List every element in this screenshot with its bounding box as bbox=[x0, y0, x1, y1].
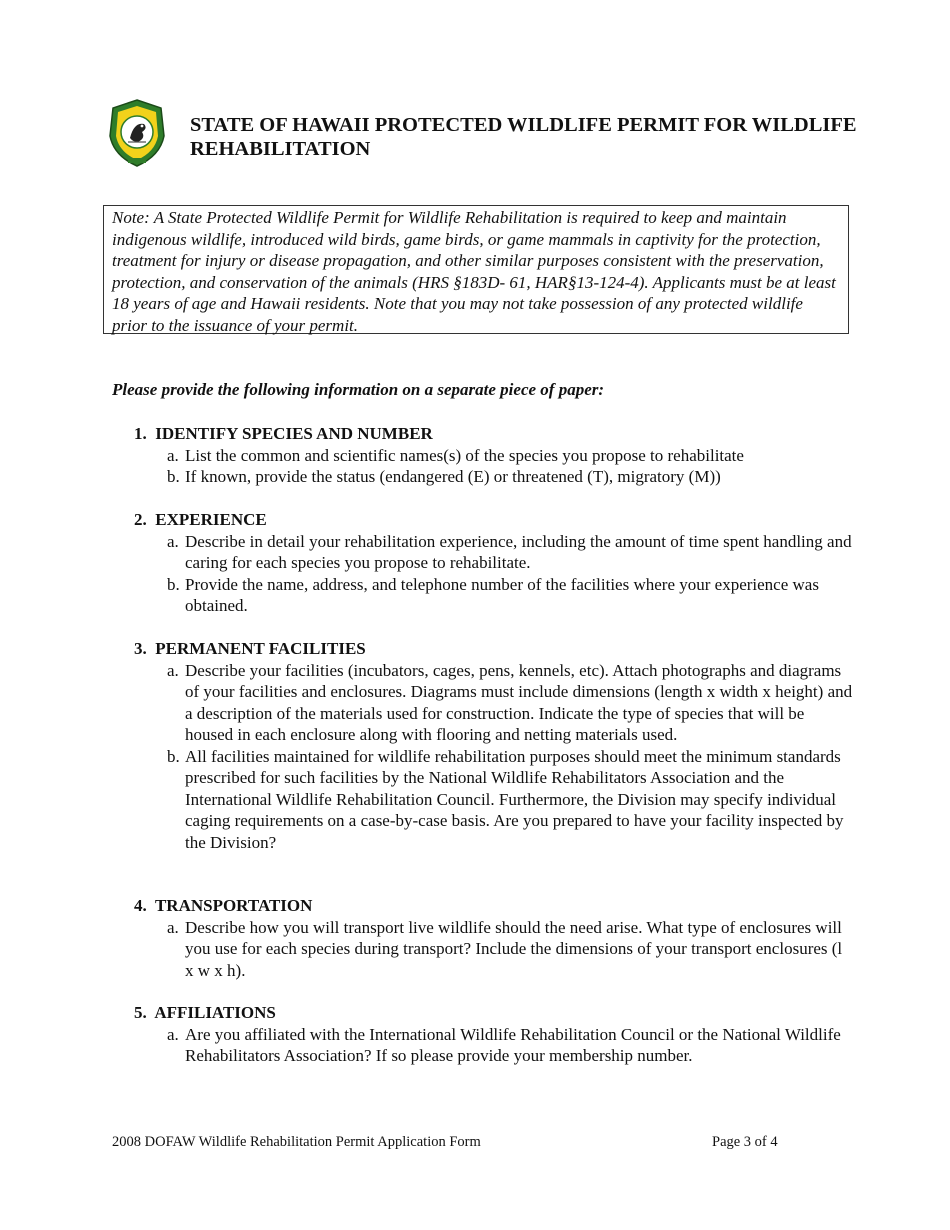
page-title: STATE OF HAWAII PROTECTED WILDLIFE PERMIT FOR WILDLIFE REHABILITATION bbox=[190, 114, 857, 160]
list-item bbox=[167, 466, 854, 488]
item-text: Describe in detail your rehabilitation experience, including the amount of time spent handling and caring for each species you propose to rehabilitate. bbox=[185, 531, 852, 572]
list-item bbox=[167, 445, 854, 467]
footer-page-number: Page 3 of 4 bbox=[712, 1134, 778, 1150]
section-heading bbox=[134, 1002, 854, 1024]
list-item bbox=[167, 746, 854, 854]
section-number: 2. bbox=[134, 510, 147, 529]
section-number: 4. bbox=[134, 896, 147, 915]
list-item bbox=[167, 1024, 854, 1067]
section-title: IDENTIFY SPECIES AND NUMBER bbox=[155, 424, 433, 443]
section-title: TRANSPORTATION bbox=[154, 896, 313, 915]
section-species bbox=[134, 423, 854, 488]
list-item bbox=[167, 917, 854, 982]
section-heading bbox=[134, 638, 854, 660]
item-text: If known, provide the status (endangered (E) or threatened (T), migratory (M)) bbox=[185, 467, 721, 486]
footer-form-name: 2008 DOFAW Wildlife Rehabilitation Permit Application Form bbox=[112, 1134, 481, 1150]
list-item bbox=[167, 574, 854, 617]
instruction-text: Please provide the following information on a separate piece of paper: bbox=[112, 380, 605, 399]
section-title: EXPERIENCE bbox=[155, 510, 267, 529]
section-heading bbox=[134, 895, 854, 917]
section-number: 1. bbox=[134, 424, 147, 443]
note-box bbox=[103, 205, 849, 334]
section-heading bbox=[134, 509, 854, 531]
item-marker: b. bbox=[167, 746, 180, 766]
item-text: Describe your facilities (incubators, cages, pens, kennels, etc). Attach photographs and diagrams of your facilities and enclosures. Diagrams must include dimensions (length x width x height) and a description of the materials used for construction. Indicate the type of species that will be housed in each enclosure along with flooring and netting materials used. bbox=[185, 660, 853, 744]
note-text: Note: A State Protected Wildlife Permit for Wildlife Rehabilitation is required to keep and maintain indigenous wildlife, introduced wild birds, game birds, or game mammals in captivity for the protection, treatment for injury or disease propagation, and other similar purposes consistent with the preservation, protection, and conservation of the animals (HRS §183D- 61, HAR§13-124-4). Applicants must be at least 18 years of age and Hawaii residents. Note that you may not take possession of any protected wildlife prior to the issuance of your permit. bbox=[112, 208, 836, 335]
item-marker: a. bbox=[167, 660, 179, 680]
list-item bbox=[167, 531, 854, 574]
item-text: List the common and scientific names(s) of the species you propose to rehabilitate bbox=[185, 445, 744, 465]
section-number: 3. bbox=[134, 639, 147, 658]
section-transportation bbox=[134, 895, 854, 981]
section-title: PERMANENT FACILITIES bbox=[155, 639, 366, 658]
item-text: All facilities maintained for wildlife rehabilitation purposes should meet the minimum standards prescribed for such facilities by the National Wildlife Rehabilitators Association and the International Wildlife Rehabilitation Council. Furthermore, the Division may specify individual caging requirements on a case-by-case basis. Are you prepared to have your facility inspected by the Division? bbox=[185, 746, 844, 852]
item-marker: a. bbox=[167, 445, 179, 465]
dofaw-seal-logo bbox=[106, 98, 168, 168]
item-marker: a. bbox=[167, 1024, 179, 1044]
section-number: 5. bbox=[134, 1003, 147, 1022]
section-heading bbox=[134, 423, 854, 445]
item-text: Describe how you will transport live wildlife should the need arise. What type of enclosures will you use for each species during transport? Include the dimensions of your transport enclosures (l x w x h). bbox=[185, 917, 843, 980]
list-item bbox=[167, 660, 854, 746]
item-marker: b. bbox=[167, 574, 180, 594]
item-marker: b. bbox=[167, 467, 180, 486]
section-experience bbox=[134, 509, 854, 617]
section-facilities bbox=[134, 638, 854, 853]
item-marker: a. bbox=[167, 917, 179, 937]
section-affiliations bbox=[134, 1002, 854, 1067]
item-marker: a. bbox=[167, 531, 179, 551]
item-text: Are you affiliated with the International Wildlife Rehabilitation Council or the National Wildlife Rehabilitators Association? If so please provide your membership number. bbox=[185, 1024, 841, 1065]
section-title: AFFILIATIONS bbox=[154, 1003, 276, 1022]
item-text: Provide the name, address, and telephone number of the facilities where your experience was obtained. bbox=[185, 574, 819, 615]
